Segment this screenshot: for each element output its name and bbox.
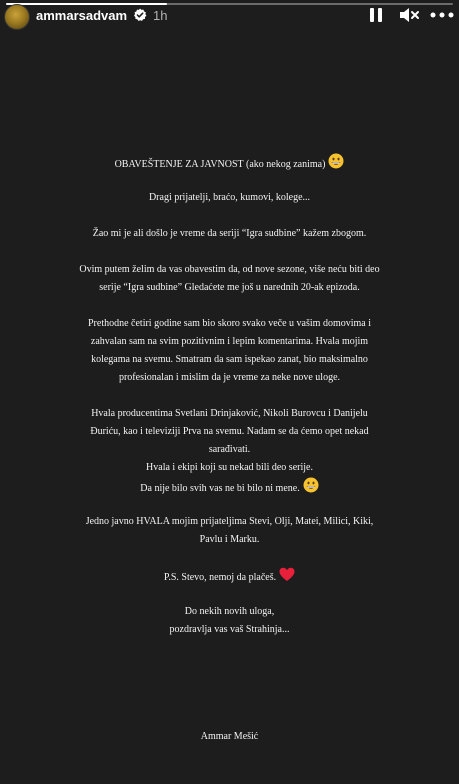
caption-paragraph-4-line-3: sarađivati.	[208, 444, 251, 455]
caption-paragraph-4-line-4: Hvala i ekipi koji su nekad bili deo serije.	[146, 462, 313, 473]
caption-paragraph-3-line-1: Prethodne četiri godine sam bio skoro svako veče u vašim domovima i	[88, 318, 371, 329]
more-options-button[interactable]	[428, 4, 456, 26]
caption-greeting: Dragi prijatelji, braćo, kumovi, kolege...	[148, 192, 311, 203]
caption-signature: Ammar Mešić	[200, 731, 259, 742]
mute-button[interactable]	[396, 4, 422, 26]
caption-ps-row	[0, 567, 459, 589]
caption-closing-line-1: Do nekih novih uloga,	[184, 606, 275, 617]
pause-icon	[369, 7, 383, 23]
caption-paragraph-4-line-5: Da nije bilo svih vas ne bi bilo ni mene.	[140, 483, 300, 494]
caption-paragraph-5-line-1: Jedno javno HVALA mojim prijateljima Stevi, Olji, Matei, Milici, Kiki,	[85, 516, 374, 527]
caption-title: OBAVEŠTENJE ZA JAVNOST (ako nekog zanima)	[114, 159, 326, 170]
caption-paragraph-4-line-1: Hvala producentima Svetlani Drinjaković, Nikoli Burovcu i Danijelu	[91, 408, 368, 419]
caption-paragraph-3-line-4: profesionalan i mislim da je vreme za neke nove uloge.	[118, 372, 341, 383]
caption-paragraph-3-line-2: zahvalan sam na svim pozitivnim i lepim komentarima. Hvala mojim	[90, 336, 369, 347]
grinning-face-emoji	[303, 477, 319, 500]
caption-paragraph-3-line-3: kolegama na svemu. Smatram da sam ispekao zanat, bio maksimalno	[91, 354, 368, 365]
caption-paragraph-2-line-2: serije “Igra sudbine” Gledaćete me još u narednih 20-ak epizoda.	[99, 282, 360, 293]
verified-badge-icon	[133, 8, 147, 22]
story-header	[0, 0, 459, 34]
grinning-face-emoji	[328, 153, 344, 176]
more-horizontal-icon	[430, 12, 454, 18]
caption-ps: P.S. Stevo, nemoj da plačeš.	[163, 572, 277, 583]
caption-paragraph-4-line-2: Đuriću, kao i televiziji Prva na svemu. Nadam se da ćemo opet nekad	[90, 426, 369, 437]
caption-paragraph-2-line-1: Ovim putem želim da vas obavestim da, od nove sezone, više neću biti deo	[79, 264, 380, 275]
red-heart-emoji	[279, 567, 295, 589]
caption-paragraph-1: Žao mi je ali došlo je vreme da seriji “Igra sudbine” kažem zbogom.	[92, 228, 367, 239]
caption-paragraph-4-line-5-row	[0, 477, 459, 500]
story-timestamp: 1h	[153, 8, 168, 23]
speaker-muted-icon	[398, 6, 420, 24]
caption-closing-line-2: pozdravlja vas vaš Strahinja...	[169, 624, 290, 635]
username[interactable]: ammarsadvam	[36, 8, 128, 23]
caption-title-line	[0, 153, 459, 176]
caption-paragraph-5-line-2: Pavlu i Marku.	[199, 534, 260, 545]
pause-button[interactable]	[366, 4, 386, 26]
avatar[interactable]	[4, 4, 30, 30]
